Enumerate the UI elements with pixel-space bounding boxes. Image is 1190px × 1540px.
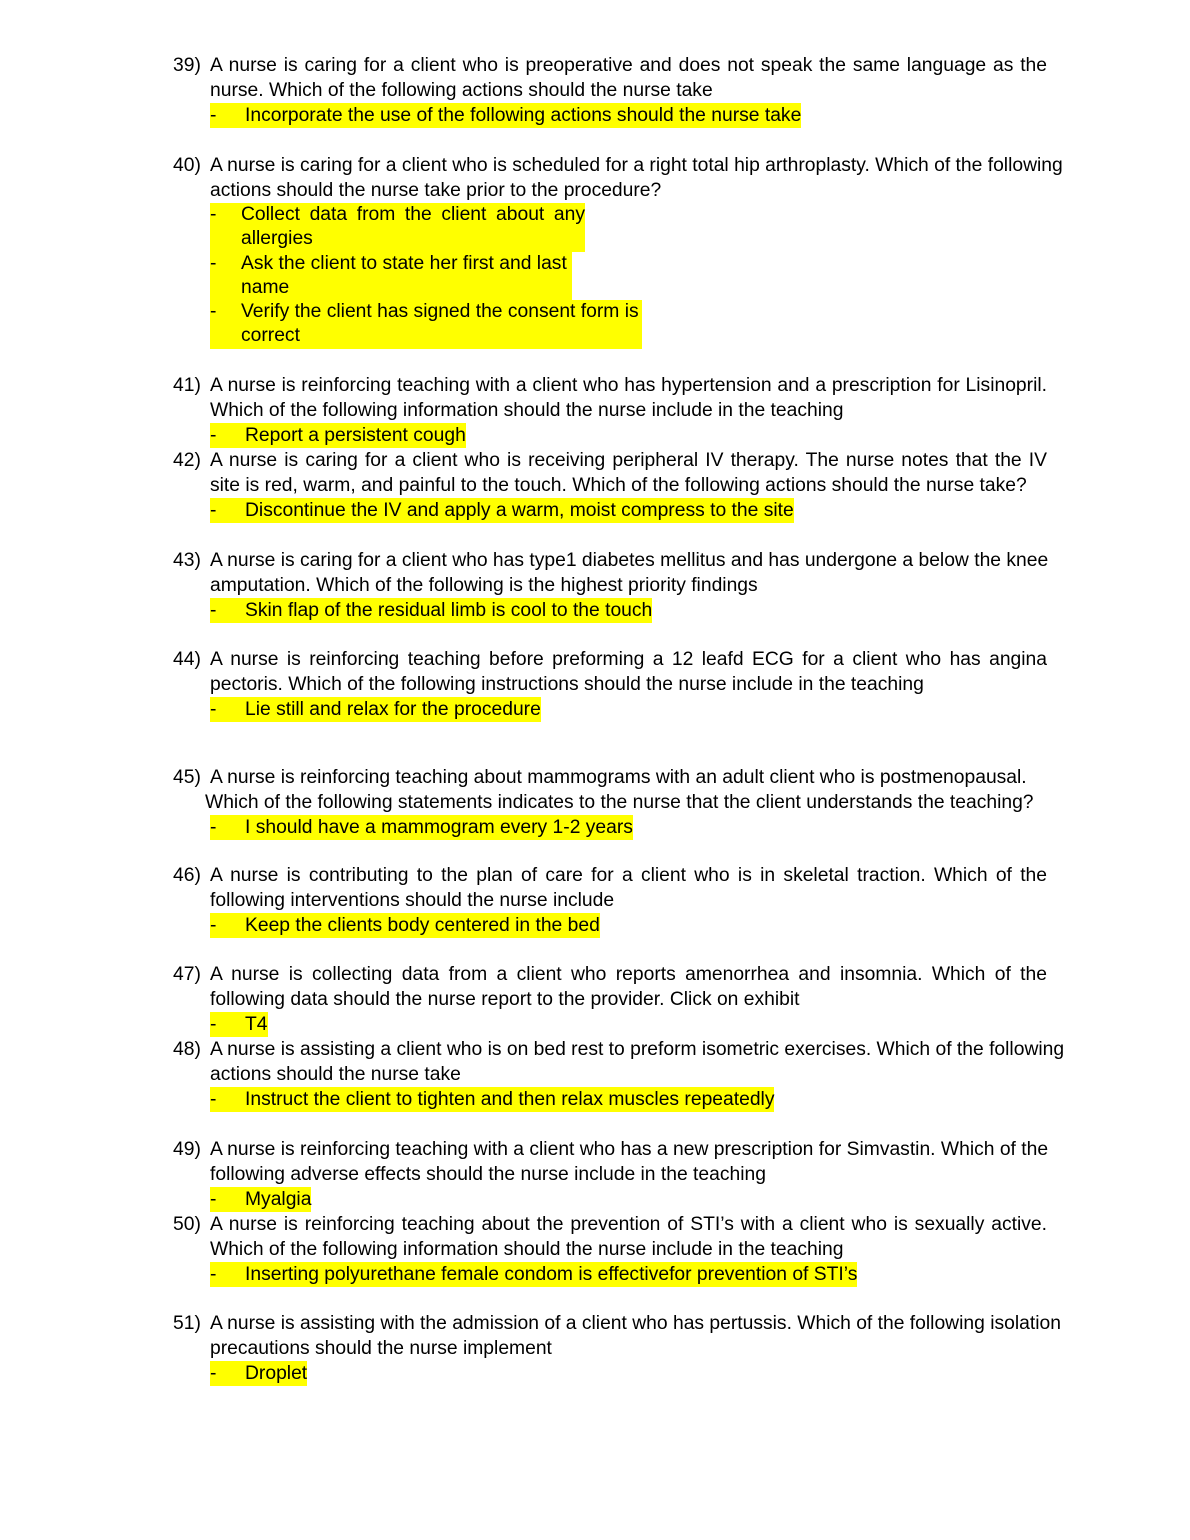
answer-text: Instruct the client to tighten and then relax muscles repeatedly	[245, 1089, 775, 1110]
question-44	[0, 647, 1190, 722]
answer-text: T4	[245, 1014, 268, 1035]
question-number: 47)	[173, 964, 201, 985]
answer-text: Droplet	[245, 1363, 308, 1384]
answer: - Lie still and relax for the procedure	[210, 699, 541, 720]
question-text-line: A nurse is reinforcing teaching with a client who has hypertension and a prescription for Lisinopril.	[210, 375, 1047, 396]
question-text-line: A nurse is collecting data from a client who reports amenorrhea and insomnia. Which of the	[210, 964, 1047, 985]
answer: - Ask the client to state her first and last name	[210, 252, 572, 301]
question-text-line: following data should the nurse report to the provider. Click on exhibit	[210, 989, 800, 1010]
answer: - T4	[210, 1014, 268, 1035]
question-43	[0, 548, 1190, 623]
question-text-line: A nurse is assisting a client who is on bed rest to preform isometric exercises. Which of the following	[210, 1039, 1065, 1060]
question-text-line: actions should the nurse take prior to the procedure?	[210, 180, 662, 201]
question-number: 41)	[173, 375, 201, 396]
answer-text: Incorporate the use of the following actions should the nurse take	[245, 105, 802, 126]
question-42	[0, 448, 1190, 523]
question-number: 50)	[173, 1214, 201, 1235]
answer: - Inserting polyurethane female condom is effectivefor prevention of STI’s	[210, 1264, 858, 1285]
answer-text: allergies	[241, 228, 313, 250]
question-40	[0, 153, 1190, 349]
question-number: 51)	[173, 1313, 201, 1334]
question-50	[0, 1212, 1190, 1287]
question-48	[0, 1037, 1190, 1112]
answer-text: Inserting polyurethane female condom is effectivefor prevention of STI’s	[245, 1264, 858, 1285]
question-text-line: A nurse is reinforcing teaching about the prevention of STI’s with a client who is sexually active.	[210, 1214, 1047, 1235]
answer-text: Ask the client to state her first and last	[241, 252, 567, 274]
question-text-line: Which of the following information should the nurse include in the teaching	[210, 1239, 844, 1260]
question-text-line: site is red, warm, and painful to the touch. Which of the following actions should the nurse take?	[210, 475, 1027, 496]
question-text-line: A nurse is caring for a client who has type1 diabetes mellitus and has undergone a below the knee	[210, 550, 1049, 571]
question-45	[0, 765, 1190, 840]
question-number: 46)	[173, 865, 201, 886]
answer-text: Myalgia	[245, 1189, 312, 1210]
answer-text: I should have a mammogram every 1-2 years	[245, 817, 633, 838]
answer: - Verify the client has signed the consent form is correct	[210, 300, 642, 349]
question-text-line: A nurse is reinforcing teaching with a client who has a new prescription for Simvastin. Which of the	[210, 1139, 1049, 1160]
answer: - I should have a mammogram every 1-2 years	[210, 817, 633, 838]
answer: - Droplet	[210, 1363, 308, 1384]
question-text-line: precautions should the nurse implement	[210, 1338, 552, 1359]
answer-text: Collect data from the client about any	[241, 204, 585, 225]
answer: - Incorporate the use of the following actions should the nurse take	[210, 105, 802, 126]
question-number: 40)	[173, 155, 201, 176]
question-text-line: Which of the following statements indicates to the nurse that the client understands the teaching?	[205, 792, 1034, 813]
answer-text: Skin flap of the residual limb is cool to the touch	[245, 600, 653, 621]
answer-text: Lie still and relax for the procedure	[245, 699, 541, 720]
answer: - Myalgia	[210, 1189, 312, 1210]
question-46	[0, 863, 1190, 938]
answer: - Instruct the client to tighten and then relax muscles repeatedly	[210, 1089, 775, 1110]
answer: - Report a persistent cough	[210, 425, 466, 446]
question-number: 45)	[173, 767, 201, 788]
question-number: 39)	[173, 55, 201, 76]
answer: - Keep the clients body centered in the bed	[210, 915, 600, 936]
answer: - Skin flap of the residual limb is cool to the touch	[210, 600, 653, 621]
answer: - Collect data from the client about any allergies	[210, 203, 585, 252]
question-number: 44)	[173, 649, 201, 670]
answer-text: Discontinue the IV and apply a warm, moist compress to the site	[245, 500, 794, 521]
question-text-line: A nurse is assisting with the admission of a client who has pertussis. Which of the following isolation	[210, 1313, 1061, 1334]
question-text-line: A nurse is caring for a client who is receiving peripheral IV therapy. The nurse notes that the IV	[210, 450, 1047, 471]
question-51	[0, 1311, 1190, 1386]
question-text-line: amputation. Which of the following is the highest priority findings	[210, 575, 758, 596]
question-41	[0, 373, 1190, 448]
answer-text: correct	[241, 325, 300, 347]
question-text-line: following adverse effects should the nurse include in the teaching	[210, 1164, 766, 1185]
answer-text: Verify the client has signed the consent form is	[241, 301, 639, 323]
question-text-line: nurse. Which of the following actions should the nurse take	[210, 80, 713, 101]
question-text-line: actions should the nurse take	[210, 1064, 461, 1085]
question-text-line: A nurse is caring for a client who is scheduled for a right total hip arthroplasty. Which of the following	[210, 155, 1063, 176]
question-text-line: A nurse is contributing to the plan of care for a client who is in skeletal traction. Which of the	[210, 865, 1047, 886]
question-39	[0, 53, 1190, 128]
answer: - Discontinue the IV and apply a warm, moist compress to the site	[210, 500, 794, 521]
question-number: 43)	[173, 550, 201, 571]
question-47	[0, 962, 1190, 1037]
question-text-line: pectoris. Which of the following instructions should the nurse include in the teaching	[210, 674, 924, 695]
question-number: 49)	[173, 1139, 201, 1160]
question-text-line: following interventions should the nurse include	[210, 890, 615, 911]
question-text-line: A nurse is reinforcing teaching before preforming a 12 leafd ECG for a client who has angina	[210, 649, 1047, 670]
answer-list	[210, 203, 1190, 349]
question-text-line: A nurse is caring for a client who is preoperative and does not speak the same language as the	[210, 55, 1047, 76]
answer-text: name	[241, 276, 290, 298]
question-number: 42)	[173, 450, 201, 471]
question-number: 48)	[173, 1039, 201, 1060]
answer-text: Keep the clients body centered in the bed	[245, 915, 600, 936]
question-text-line: Which of the following information should the nurse include in the teaching	[210, 400, 844, 421]
answer-text: Report a persistent cough	[245, 425, 466, 446]
question-49	[0, 1137, 1190, 1212]
question-text-line: A nurse is reinforcing teaching about mammograms with an adult client who is postmenopausal.	[210, 767, 1027, 788]
